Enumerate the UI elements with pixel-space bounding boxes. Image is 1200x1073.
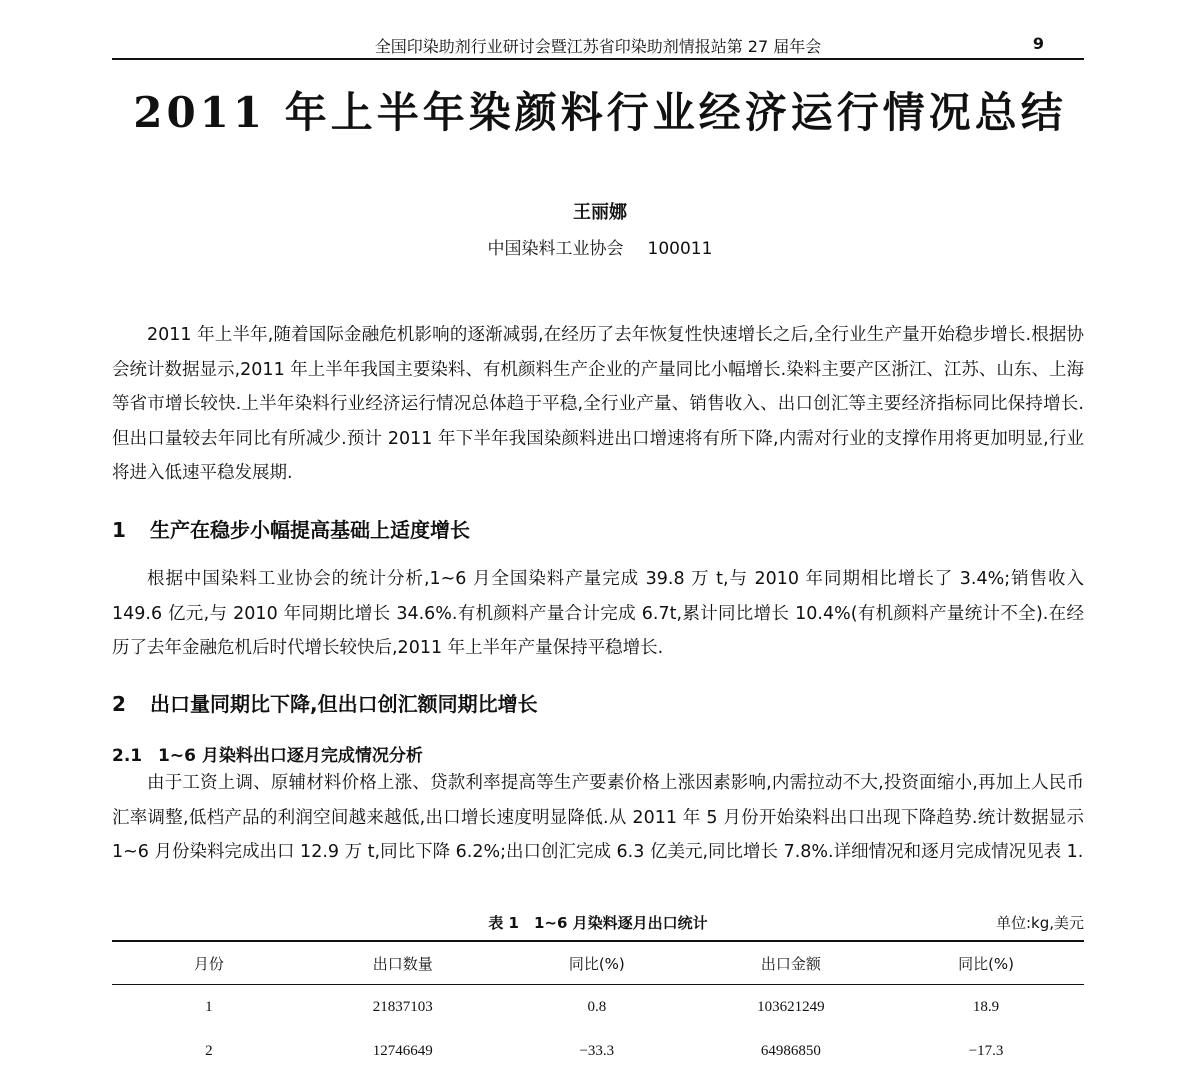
section-1-paragraph: 根据中国染料工业协会的统计分析,1~6 月全国染料产量完成 39.8 万 t,与 2010 年同期相比增长了 3.4%;销售收入 149.6 亿元,与 2010 年同期比增长 34.6%.有机颜料产量合计完成 6.7t,累计同比增长 10.4%(有机颜料产量统计不全).在经历了去年金融危机后时代增长较快后,2011 年上半年产量保持平稳增长. bbox=[112, 569, 1084, 658]
table-row bbox=[112, 1029, 1084, 1073]
table-cell: 18.9 bbox=[972, 998, 1000, 1015]
section-1-heading bbox=[112, 514, 470, 543]
page-number: 9 bbox=[1032, 34, 1044, 53]
section-1-title: 生产在稳步小幅提高基础上适度增长 bbox=[150, 518, 470, 542]
table-cell: 0.8 bbox=[587, 998, 607, 1015]
table-cell: 2 bbox=[205, 1042, 213, 1059]
table-1 bbox=[112, 940, 1084, 1073]
column-header-value-yoy: 同比(%) bbox=[888, 941, 1084, 985]
table-1-caption: 表 1 1~6 月染料逐月出口统计 bbox=[488, 914, 708, 932]
article-title: 2011 年上半年染颜料行业经济运行情况总结 bbox=[133, 88, 1067, 137]
section-2-number: 2 bbox=[112, 692, 126, 716]
section-2-title: 出口量同期比下降,但出口创汇额同期比增长 bbox=[150, 692, 538, 716]
column-header-export-quantity: 出口数量 bbox=[306, 941, 500, 985]
column-header-export-value: 出口金额 bbox=[694, 941, 888, 985]
table-cell: 12746649 bbox=[372, 1042, 433, 1059]
section-2-1-title: 1~6 月染料出口逐月完成情况分析 bbox=[158, 746, 423, 766]
table-cell: 1 bbox=[205, 998, 213, 1015]
affiliation-postcode: 100011 bbox=[647, 239, 713, 259]
author-name: 王丽娜 bbox=[573, 202, 627, 223]
affiliation-org: 中国染料工业协会 bbox=[487, 239, 624, 259]
section-1-number: 1 bbox=[112, 518, 126, 542]
column-header-month: 月份 bbox=[112, 941, 306, 985]
table-header-row bbox=[112, 941, 1084, 985]
section-2-1-number: 2.1 bbox=[112, 746, 143, 766]
section-2-1-paragraph: 由于工资上调、原辅材料价格上涨、贷款利率提高等生产要素价格上涨因素影响,内需拉动不大,投资面缩小,再加上人民币汇率调整,低档产品的利润空间越来越低,出口增长速度明显降低.从 2011 年 5 月份开始染料出口出现下降趋势.统计数据显示 1~6 月份染料完成出口 12.9 万 t,同比下降 6.2%;出口创汇完成 6.3 亿美元,同比增长 7.8%.详细情况和逐月完成情况见表 1. bbox=[112, 773, 1084, 862]
author-affiliation bbox=[0, 234, 1200, 259]
table-cell: −33.3 bbox=[579, 1042, 615, 1059]
table-row bbox=[112, 985, 1084, 1030]
running-head bbox=[112, 32, 1084, 60]
table-cell: 103621249 bbox=[757, 998, 825, 1015]
section-2-heading bbox=[112, 688, 538, 717]
column-header-quantity-yoy: 同比(%) bbox=[500, 941, 694, 985]
table-cell: 64986850 bbox=[760, 1042, 821, 1059]
table-1-caption-row bbox=[112, 912, 1084, 936]
table-cell: 21837103 bbox=[372, 998, 433, 1015]
table-1-unit: 单位:kg,美元 bbox=[995, 914, 1084, 932]
section-2-1-heading bbox=[112, 741, 423, 766]
running-head-title: 全国印染助剂行业研讨会暨江苏省印染助剂情报站第 27 届年会 bbox=[374, 37, 822, 56]
intro-paragraph: 2011 年上半年,随着国际金融危机影响的逐渐减弱,在经历了去年恢复性快速增长之后,全行业生产量开始稳步增长.根据协会统计数据显示,2011 年上半年我国主要染料、有机颜料生产企业的产量同比小幅增长.染料主要产区浙江、江苏、山东、上海等省市增长较快.上半年染料行业经济运行情况总体趋于平稳,全行业产量、销售收入、出口创汇等主要经济指标同比保持增长.但出口量较去年同比有所减少.预计 2011 年下半年我国染颜料进出口增速将有所下降,内需对行业的支撑作用将更加明显,行业将进入低速平稳发展期. bbox=[112, 325, 1084, 483]
table-cell: −17.3 bbox=[968, 1042, 1004, 1059]
